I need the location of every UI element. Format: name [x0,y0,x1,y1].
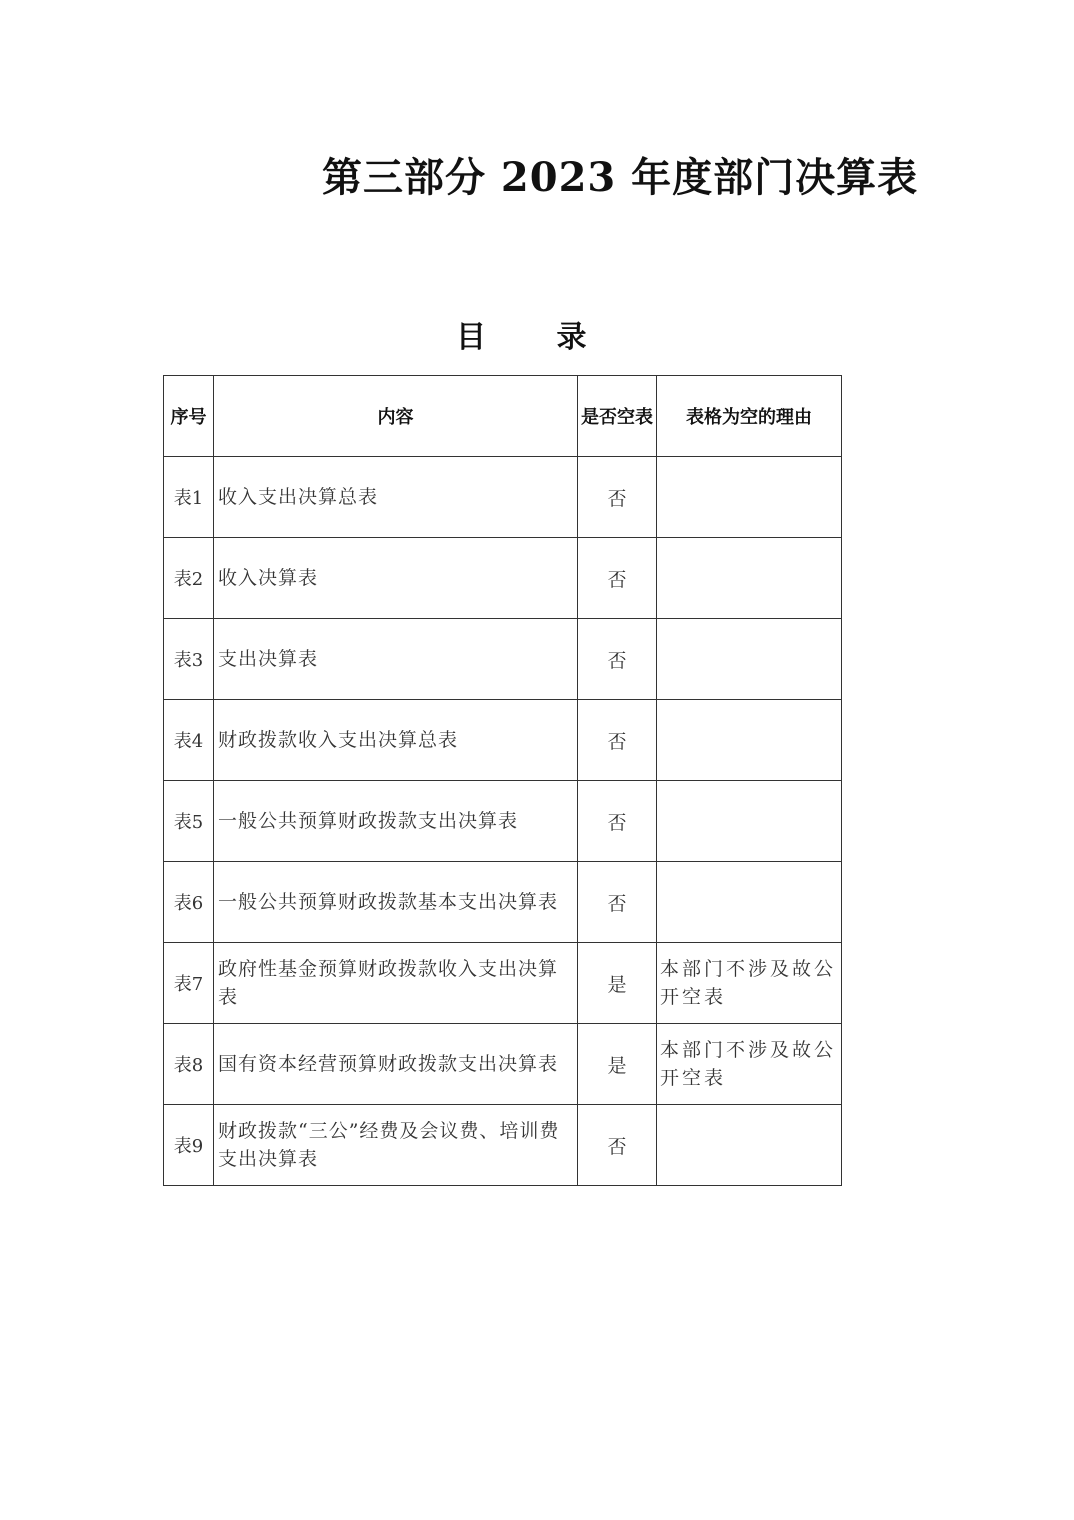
row-content: 国有资本经营预算财政拨款支出决算表 [214,1024,578,1105]
header-reason: 表格为空的理由 [657,376,842,457]
table-row [164,1024,842,1105]
row-is-empty: 否 [578,781,657,862]
row-is-empty: 否 [578,700,657,781]
row-num: 表4 [164,700,214,781]
row-content: 支出决算表 [214,619,578,700]
table-row [164,943,842,1024]
row-reason [657,862,842,943]
table-row [164,700,842,781]
row-reason [657,1105,842,1186]
row-content: 政府性基金预算财政拨款收入支出决算表 [214,943,578,1024]
row-is-empty: 否 [578,619,657,700]
row-reason [657,457,842,538]
row-num: 表1 [164,457,214,538]
row-content: 收入决算表 [214,538,578,619]
row-reason: 本部门不涉及故公开空表 [657,943,842,1024]
row-content: 财政拨款“三公”经费及会议费、培训费支出决算表 [214,1105,578,1186]
header-row [164,376,842,457]
row-is-empty: 是 [578,1024,657,1105]
row-num: 表7 [164,943,214,1024]
row-reason [657,538,842,619]
table-row [164,1105,842,1186]
row-content: 财政拨款收入支出决算总表 [214,700,578,781]
row-num: 表9 [164,1105,214,1186]
row-is-empty: 否 [578,1105,657,1186]
row-reason [657,781,842,862]
row-content: 一般公共预算财政拨款基本支出决算表 [214,862,578,943]
row-num: 表8 [164,1024,214,1105]
header-is-empty: 是否空表 [578,376,657,457]
row-num: 表3 [164,619,214,700]
row-reason: 本部门不涉及故公开空表 [657,1024,842,1105]
row-num: 表6 [164,862,214,943]
row-content: 收入支出决算总表 [214,457,578,538]
header-content: 内容 [214,376,578,457]
row-reason [657,619,842,700]
table-row [164,862,842,943]
table-row [164,538,842,619]
row-is-empty: 是 [578,943,657,1024]
row-reason [657,700,842,781]
toc-table [163,375,842,1186]
row-content: 一般公共预算财政拨款支出决算表 [214,781,578,862]
row-num: 表5 [164,781,214,862]
row-is-empty: 否 [578,457,657,538]
header-num: 序号 [164,376,214,457]
row-is-empty: 否 [578,862,657,943]
row-num: 表2 [164,538,214,619]
table-row [164,781,842,862]
row-is-empty: 否 [578,538,657,619]
toc-heading: 目 录 [456,320,617,355]
table-row [164,619,842,700]
page-title: 第三部分 2023 年度部门决算表 [322,154,919,201]
table-row [164,457,842,538]
